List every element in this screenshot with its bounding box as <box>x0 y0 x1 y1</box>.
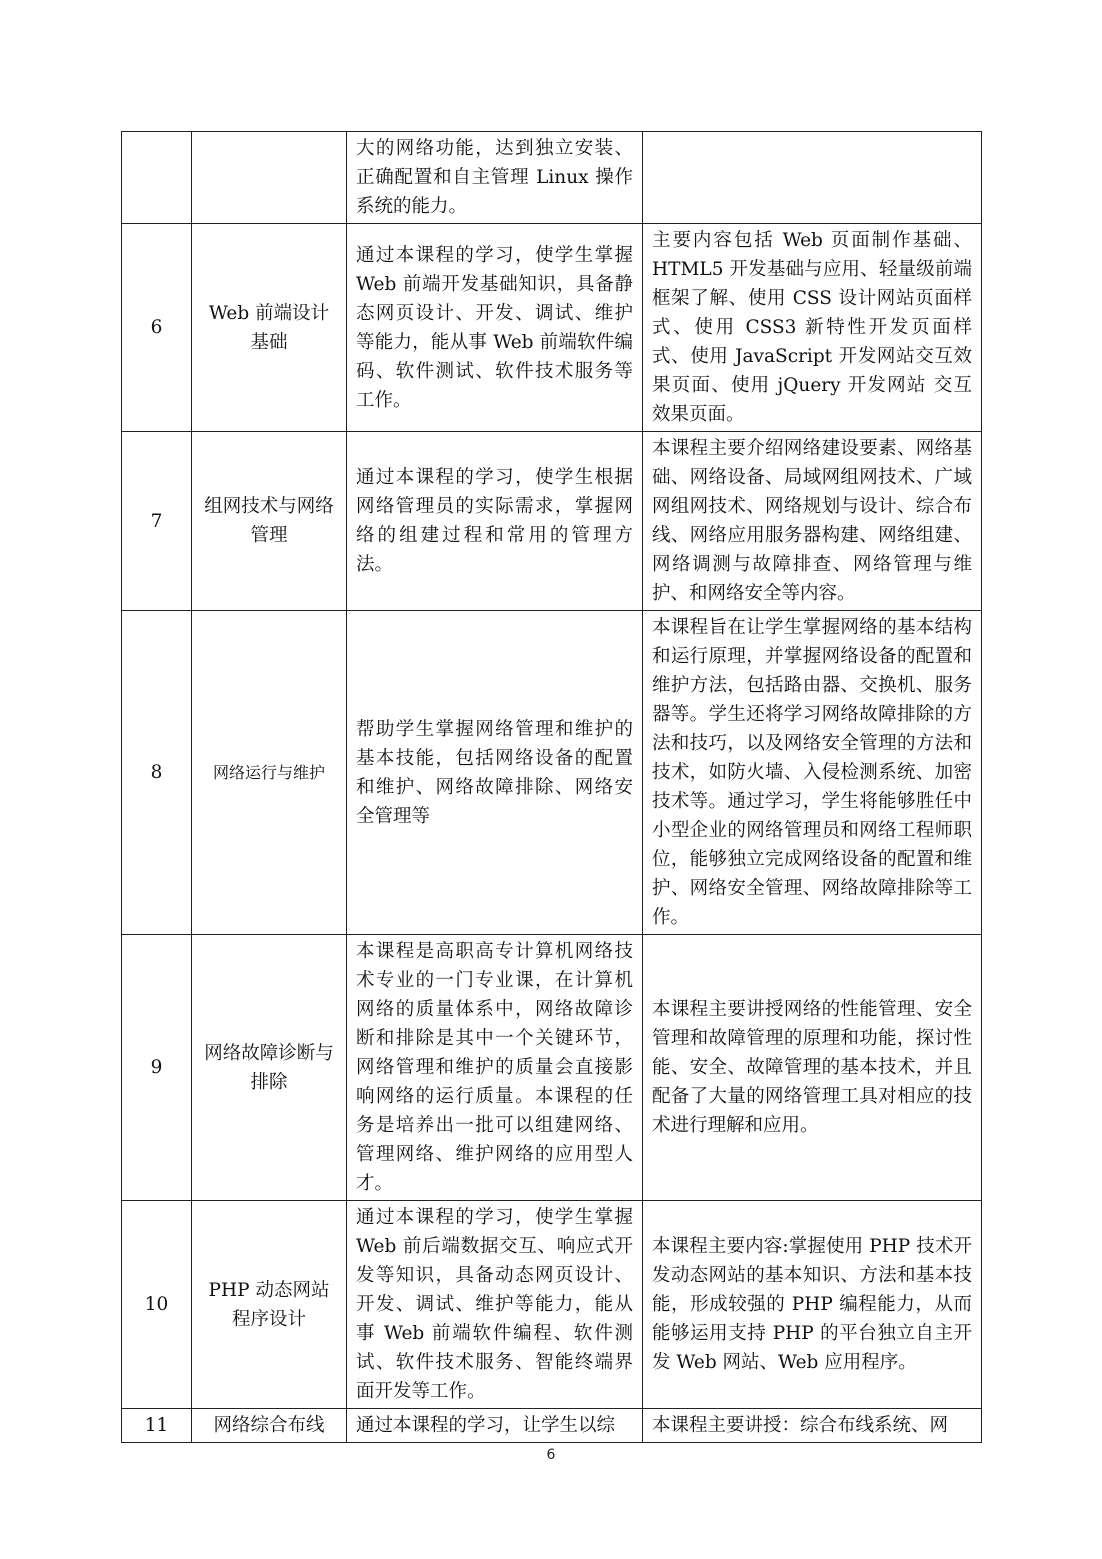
row-number: 10 <box>122 1201 192 1409</box>
course-goal: 大的网络功能，达到独立安装、正确配置和自主管理 Linux 操作系统的能力。 <box>347 132 643 224</box>
course-content: 主要内容包括 Web 页面制作基础、HTML5 开发基础与应用、轻量级前端框架了解、使用 CSS 设计网站页面样式、使用 CSS3 新特性开发页面样式、使用 JavaScript 开发网站交互效果页面、使用 jQuery 开发网站 交互效果页面。 <box>643 224 982 432</box>
course-goal: 通过本课程的学习，使学生掌握 Web 前端开发基础知识，具备静态网页设计、开发、调试、维护等能力，能从事 Web 前端软件编码、软件测试、软件技术服务等工作。 <box>347 224 643 432</box>
course-name: Web 前端设计基础 <box>192 224 347 432</box>
course-name: 网络故障诊断与排除 <box>192 935 347 1201</box>
course-content: 本课程主要讲授：综合布线系统、网 <box>643 1409 982 1443</box>
course-content <box>643 132 982 224</box>
course-table <box>121 131 982 1443</box>
table-row <box>122 611 982 935</box>
row-number: 9 <box>122 935 192 1201</box>
course-name: 网络运行与维护 <box>192 611 347 935</box>
course-goal: 帮助学生掌握网络管理和维护的基本技能，包括网络设备的配置和维护、网络故障排除、网络安全管理等 <box>347 611 643 935</box>
table-row <box>122 132 982 224</box>
course-goal: 通过本课程的学习，使学生掌握 Web 前后端数据交互、响应式开发等知识，具备动态网页设计、开发、调试、维护等能力，能从事 Web 前端软件编程、软件测试、软件技术服务、智能终端界面开发等工作。 <box>347 1201 643 1409</box>
course-name: 网络综合布线 <box>192 1409 347 1443</box>
table-row <box>122 432 982 611</box>
course-content: 本课程主要内容:掌握使用 PHP 技术开发动态网站的基本知识、方法和基本技能，形成较强的 PHP 编程能力，从而能够运用支持 PHP 的平台独立自主开发 Web 网站、Web 应用程序。 <box>643 1201 982 1409</box>
row-number: 6 <box>122 224 192 432</box>
row-number: 8 <box>122 611 192 935</box>
table-row <box>122 1409 982 1443</box>
table-row <box>122 1201 982 1409</box>
course-name: 组网技术与网络管理 <box>192 432 347 611</box>
course-name <box>192 132 347 224</box>
row-number: 7 <box>122 432 192 611</box>
course-goal: 通过本课程的学习，使学生根据网络管理员的实际需求，掌握网络的组建过程和常用的管理方法。 <box>347 432 643 611</box>
course-goal: 通过本课程的学习，让学生以综 <box>347 1409 643 1443</box>
row-number <box>122 132 192 224</box>
course-content: 本课程主要讲授网络的性能管理、安全管理和故障管理的原理和功能，探讨性能、安全、故障管理的基本技术，并且配备了大量的网络管理工具对相应的技术进行理解和应用。 <box>643 935 982 1201</box>
table-row <box>122 224 982 432</box>
course-name: PHP 动态网站程序设计 <box>192 1201 347 1409</box>
page-number: 6 <box>546 1447 556 1463</box>
course-content: 本课程主要介绍网络建设要素、网络基础、网络设备、局域网组网技术、广域网组网技术、网络规划与设计、综合布线、网络应用服务器构建、网络组建、网络调测与故障排查、网络管理与维护、和网络安全等内容。 <box>643 432 982 611</box>
row-number: 11 <box>122 1409 192 1443</box>
course-goal: 本课程是高职高专计算机网络技术专业的一门专业课，在计算机网络的质量体系中，网络故障诊断和排除是其中一个关键环节，网络管理和维护的质量会直接影响网络的运行质量。本课程的任务是培养出一批可以组建网络、管理网络、维护网络的应用型人才。 <box>347 935 643 1201</box>
table-row <box>122 935 982 1201</box>
course-content: 本课程旨在让学生掌握网络的基本结构和运行原理，并掌握网络设备的配置和维护方法，包括路由器、交换机、服务器等。学生还将学习网络故障排除的方法和技巧，以及网络安全管理的方法和技术，如防火墙、入侵检测系统、加密技术等。通过学习，学生将能够胜任中小型企业的网络管理员和网络工程师职位，能够独立完成网络设备的配置和维护、网络安全管理、网络故障排除等工作。 <box>643 611 982 935</box>
